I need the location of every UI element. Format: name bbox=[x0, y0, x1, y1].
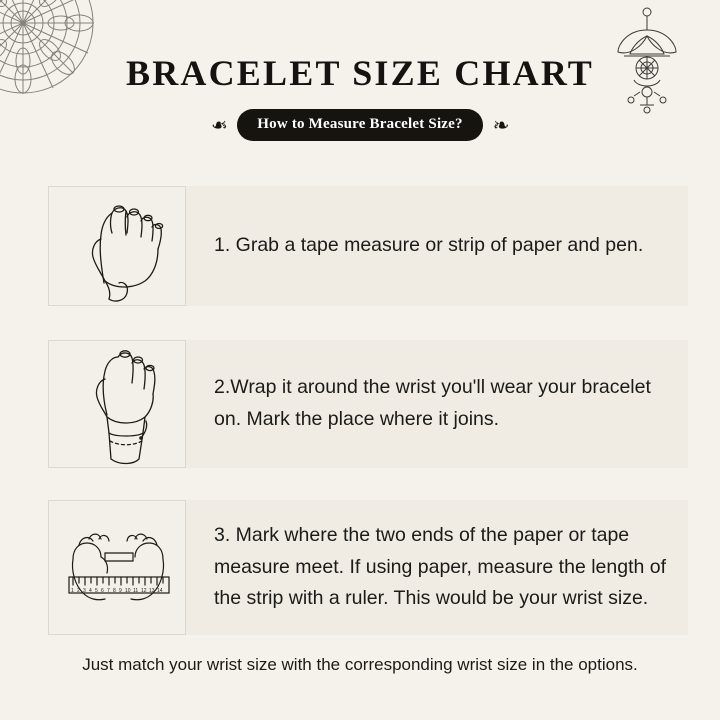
subtitle-pill: How to Measure Bracelet Size? bbox=[237, 109, 482, 141]
step-text-3: 3. Mark where the two ends of the paper or tape measure meet. If using paper, measure the length of the strip with a ruler. This would be your wrist size. bbox=[214, 524, 667, 610]
svg-text:6: 6 bbox=[101, 588, 104, 594]
svg-text:14: 14 bbox=[157, 588, 163, 594]
svg-text:5: 5 bbox=[95, 588, 98, 594]
svg-text:1: 1 bbox=[71, 588, 74, 594]
svg-text:2: 2 bbox=[77, 588, 80, 594]
svg-text:8: 8 bbox=[113, 588, 116, 594]
closed-fist-hand-illustration bbox=[48, 186, 186, 306]
flourish-left-icon: ❧ bbox=[210, 113, 228, 137]
hand-measuring-paper-strip-with-ruler-illustration bbox=[48, 500, 186, 635]
step-row-2 bbox=[48, 340, 688, 468]
svg-text:11: 11 bbox=[133, 588, 139, 594]
hand-with-tape-around-wrist-illustration bbox=[48, 340, 186, 468]
step-text-2: 2.Wrap it around the wrist you'll wear your bracelet on. Mark the place where it joins. bbox=[214, 376, 651, 430]
svg-text:13: 13 bbox=[149, 588, 155, 594]
svg-text:10: 10 bbox=[125, 588, 131, 594]
page-title: BRACELET SIZE CHART bbox=[126, 53, 594, 93]
svg-text:7: 7 bbox=[107, 588, 110, 594]
step-row-3 bbox=[48, 500, 688, 635]
svg-text:12: 12 bbox=[141, 588, 147, 594]
subtitle-row bbox=[0, 109, 720, 141]
step-row-1 bbox=[48, 186, 688, 306]
flourish-right-icon: ❧ bbox=[492, 113, 510, 137]
svg-text:4: 4 bbox=[89, 588, 92, 594]
footnote-text: Just match your wrist size with the corresponding wrist size in the options. bbox=[82, 655, 638, 674]
step-text-1: 1. Grab a tape measure or strip of paper and pen. bbox=[214, 234, 644, 257]
svg-text:9: 9 bbox=[119, 588, 122, 594]
svg-text:3: 3 bbox=[83, 588, 86, 594]
